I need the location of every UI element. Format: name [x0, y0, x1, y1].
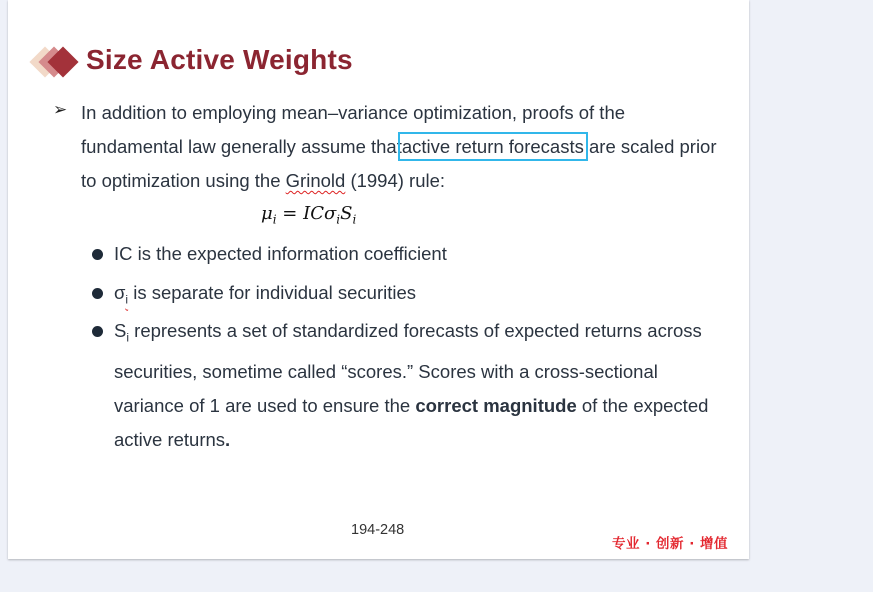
bullet-dot-icon	[92, 288, 103, 299]
formula-sigma: σ	[323, 203, 337, 224]
s-subscript: i	[126, 330, 130, 345]
formula-mu-sub: i	[272, 212, 277, 227]
bullet-dot-icon	[92, 249, 103, 260]
bullet-text: represents a set of standardized forecasts of expected returns across securities, sometime called “scores.” Scores with a cross-sectional variance of 1 are used to ensure the	[114, 320, 702, 416]
sigma-subscript[interactable]: i	[125, 292, 129, 307]
intro-text-2: are scaled prior to optimization using the	[81, 136, 717, 191]
arrow-bullet-icon: ➢	[53, 100, 68, 119]
bullet-dot-icon	[92, 326, 103, 337]
slide-title: Size Active Weights	[86, 44, 353, 75]
formula-mu: μ	[261, 203, 273, 224]
formula-s-sub: i	[352, 212, 357, 227]
intro-text-3: (1994) rule:	[350, 170, 446, 191]
bullet-item-ic	[114, 237, 724, 271]
footer-brand: 专业 · 创新 · 增值	[612, 536, 729, 552]
page-number: 194-248	[351, 522, 405, 538]
formula-equals: =	[276, 203, 304, 224]
spellcheck-word[interactable]: Grinold	[285, 170, 346, 191]
formula-sigma-sub: i	[336, 212, 341, 227]
bullet-text: is separate for individual securities	[128, 282, 417, 303]
bullet-item-scores	[114, 314, 724, 457]
bullet-text-end: of the expected active returns	[114, 394, 709, 450]
diamond-logo-icon	[27, 44, 81, 80]
formula-s: S	[340, 203, 353, 224]
formula-ic: IC	[303, 203, 324, 224]
highlighted-phrase[interactable]: active return forecasts	[401, 136, 584, 157]
slide	[8, 0, 749, 559]
s-symbol: S	[114, 320, 127, 341]
bold-phrase: correct magnitude	[415, 394, 577, 416]
bullet-item-sigma	[114, 276, 724, 317]
intro-paragraph	[81, 96, 721, 198]
grinold-formula	[261, 203, 356, 227]
intro-text-1: In addition to employing mean–variance optimization, proofs of the fundamental law generally assume that	[81, 102, 626, 157]
sigma-symbol: σ	[114, 282, 126, 303]
bullet-text: IC is the expected information coefficient	[114, 243, 447, 264]
end-period: .	[225, 428, 231, 450]
